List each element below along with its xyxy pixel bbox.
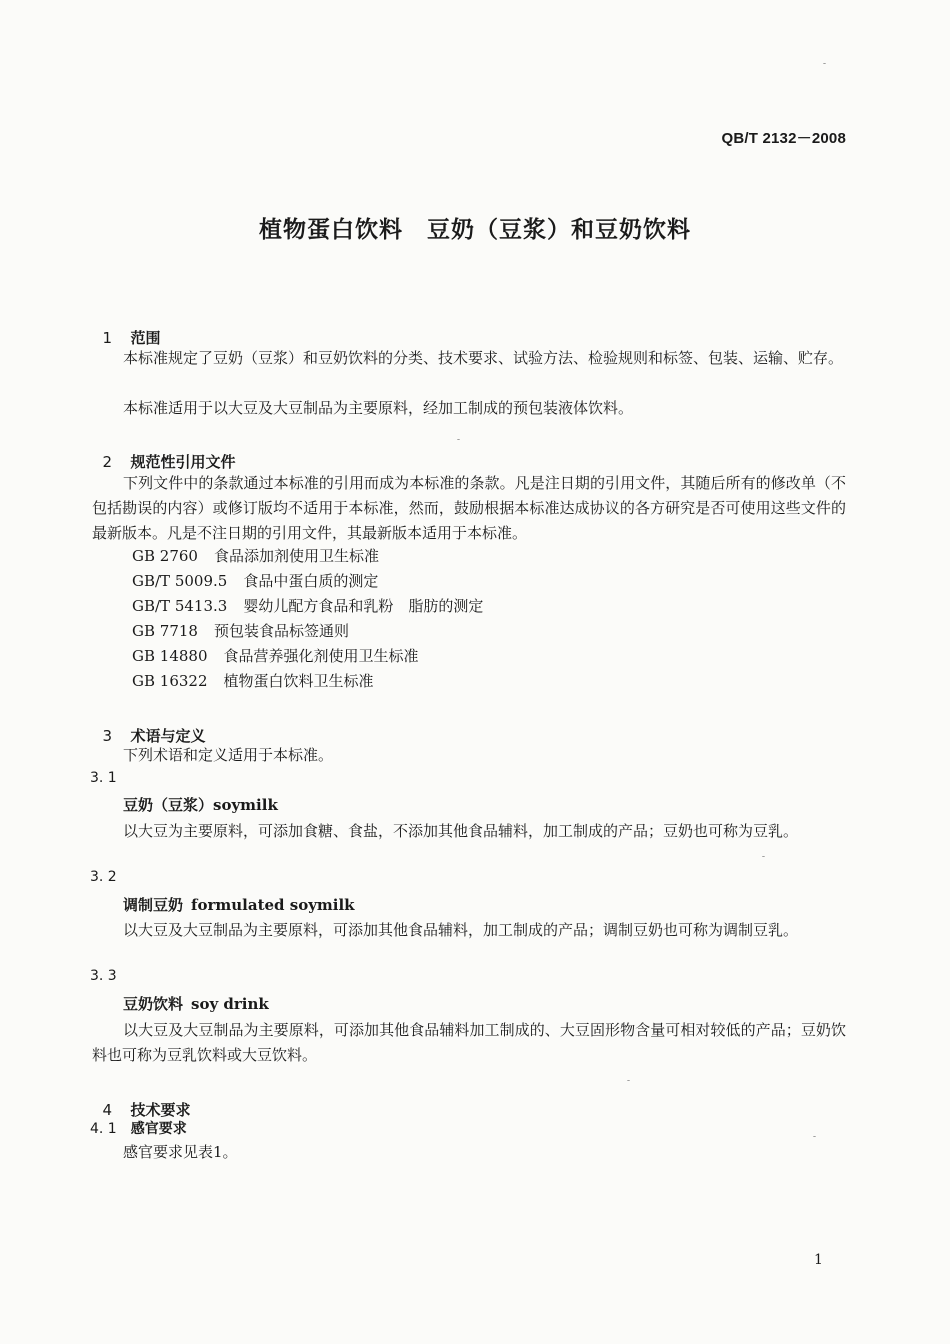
section-2-paragraph-1: 下列文件中的条款通过本标准的引用而成为本标准的条款。凡是注日期的引用文件，其随后所有的修改单（不包括勘误的内容）或修订版均不适用于本标准，然而，鼓励根据本标准达成协议的各方研究是否可使用这些文件的最新版本。凡是不注日期的引用文件，其最新版本适用于本标准。 bbox=[92, 474, 846, 542]
reference-code: GB 7718 bbox=[132, 622, 198, 640]
term-zh: 调制豆奶 bbox=[123, 896, 184, 914]
scan-speck bbox=[762, 856, 765, 857]
term-heading bbox=[123, 894, 355, 915]
term-number: 3. 2 bbox=[90, 869, 117, 885]
reference-code: GB 2760 bbox=[132, 547, 198, 565]
scan-speck bbox=[627, 1080, 630, 1081]
term-definition: 以大豆为主要原料，可添加食糖、食盐，不添加其他食品辅料，加工制成的产品；豆奶也可称为豆乳。 bbox=[123, 822, 799, 840]
scan-speck bbox=[813, 1136, 816, 1137]
reference-item bbox=[132, 620, 349, 641]
section-number: 4 bbox=[102, 1101, 112, 1119]
section-title: 术语与定义 bbox=[130, 727, 206, 745]
reference-item bbox=[132, 545, 379, 566]
subsection-title: 感官要求 bbox=[130, 1121, 187, 1137]
section-number: 1 bbox=[102, 329, 112, 347]
document-title: 植物蛋白饮料 豆奶（豆浆）和豆奶饮料 bbox=[259, 217, 691, 243]
section-title: 规范性引用文件 bbox=[130, 453, 236, 471]
term-zh: 豆奶饮料 bbox=[123, 995, 184, 1013]
page-number: 1 bbox=[814, 1252, 823, 1268]
reference-item bbox=[132, 670, 374, 691]
section-1-paragraph-2: 本标准适用于以大豆及大豆制品为主要原料，经加工制成的预包装液体饮料。 bbox=[123, 399, 634, 417]
reference-name: 食品营养强化剂使用卫生标准 bbox=[223, 647, 419, 665]
section-title: 范围 bbox=[130, 329, 161, 347]
term-number: 3. 3 bbox=[90, 968, 117, 984]
reference-item bbox=[132, 570, 378, 591]
section-number: 2 bbox=[102, 453, 112, 471]
reference-name: 预包装食品标签通则 bbox=[213, 622, 349, 640]
term-heading bbox=[123, 993, 269, 1014]
section-1-heading bbox=[92, 309, 160, 348]
term-en: soy drink bbox=[191, 995, 269, 1013]
term-en: formulated soymilk bbox=[191, 896, 355, 914]
reference-code: GB/T 5009.5 bbox=[132, 572, 228, 590]
subsection-number: 4. 1 bbox=[90, 1121, 117, 1137]
section-2-heading bbox=[92, 433, 235, 472]
reference-name: 婴幼儿配方食品和乳粉 脂肪的测定 bbox=[243, 597, 484, 615]
subsection-4-1-text: 感官要求见表1。 bbox=[123, 1143, 238, 1161]
section-1-paragraph-1: 本标准规定了豆奶（豆浆）和豆奶饮料的分类、技术要求、试验方法、检验规则和标签、包装、运输、贮存。 bbox=[123, 349, 844, 367]
section-number: 3 bbox=[102, 727, 112, 745]
term-heading bbox=[123, 794, 278, 815]
reference-item bbox=[132, 645, 419, 666]
section-4-heading bbox=[92, 1081, 190, 1120]
section-3-heading bbox=[92, 707, 205, 746]
term-number: 3. 1 bbox=[90, 770, 117, 786]
scan-speck bbox=[457, 439, 460, 440]
reference-name: 植物蛋白饮料卫生标准 bbox=[223, 672, 374, 690]
section-title: 技术要求 bbox=[130, 1101, 191, 1119]
reference-name: 食品中蛋白质的测定 bbox=[243, 572, 379, 590]
scan-speck bbox=[823, 63, 826, 64]
reference-code: GB 16322 bbox=[132, 672, 208, 690]
reference-item bbox=[132, 595, 483, 616]
term-definition: 以大豆及大豆制品为主要原料，可添加其他食品辅料，加工制成的产品；调制豆奶也可称为调制豆乳。 bbox=[123, 921, 799, 939]
reference-name: 食品添加剂使用卫生标准 bbox=[213, 547, 379, 565]
reference-code: GB 14880 bbox=[132, 647, 208, 665]
term-zh: 豆奶（豆浆） bbox=[123, 796, 214, 814]
term-definition: 以大豆及大豆制品为主要原料，可添加其他食品辅料加工制成的、大豆固形物含量可相对较低的产品；豆奶饮料也可称为豆乳饮料或大豆饮料。 bbox=[92, 1021, 846, 1064]
term-en: soymilk bbox=[213, 796, 278, 814]
reference-code: GB/T 5413.3 bbox=[132, 597, 228, 615]
subsection-4-1-heading bbox=[90, 1118, 187, 1138]
section-3-paragraph-1: 下列术语和定义适用于本标准。 bbox=[123, 746, 334, 764]
standard-code: QB/T 2132－2008 bbox=[721, 130, 846, 147]
